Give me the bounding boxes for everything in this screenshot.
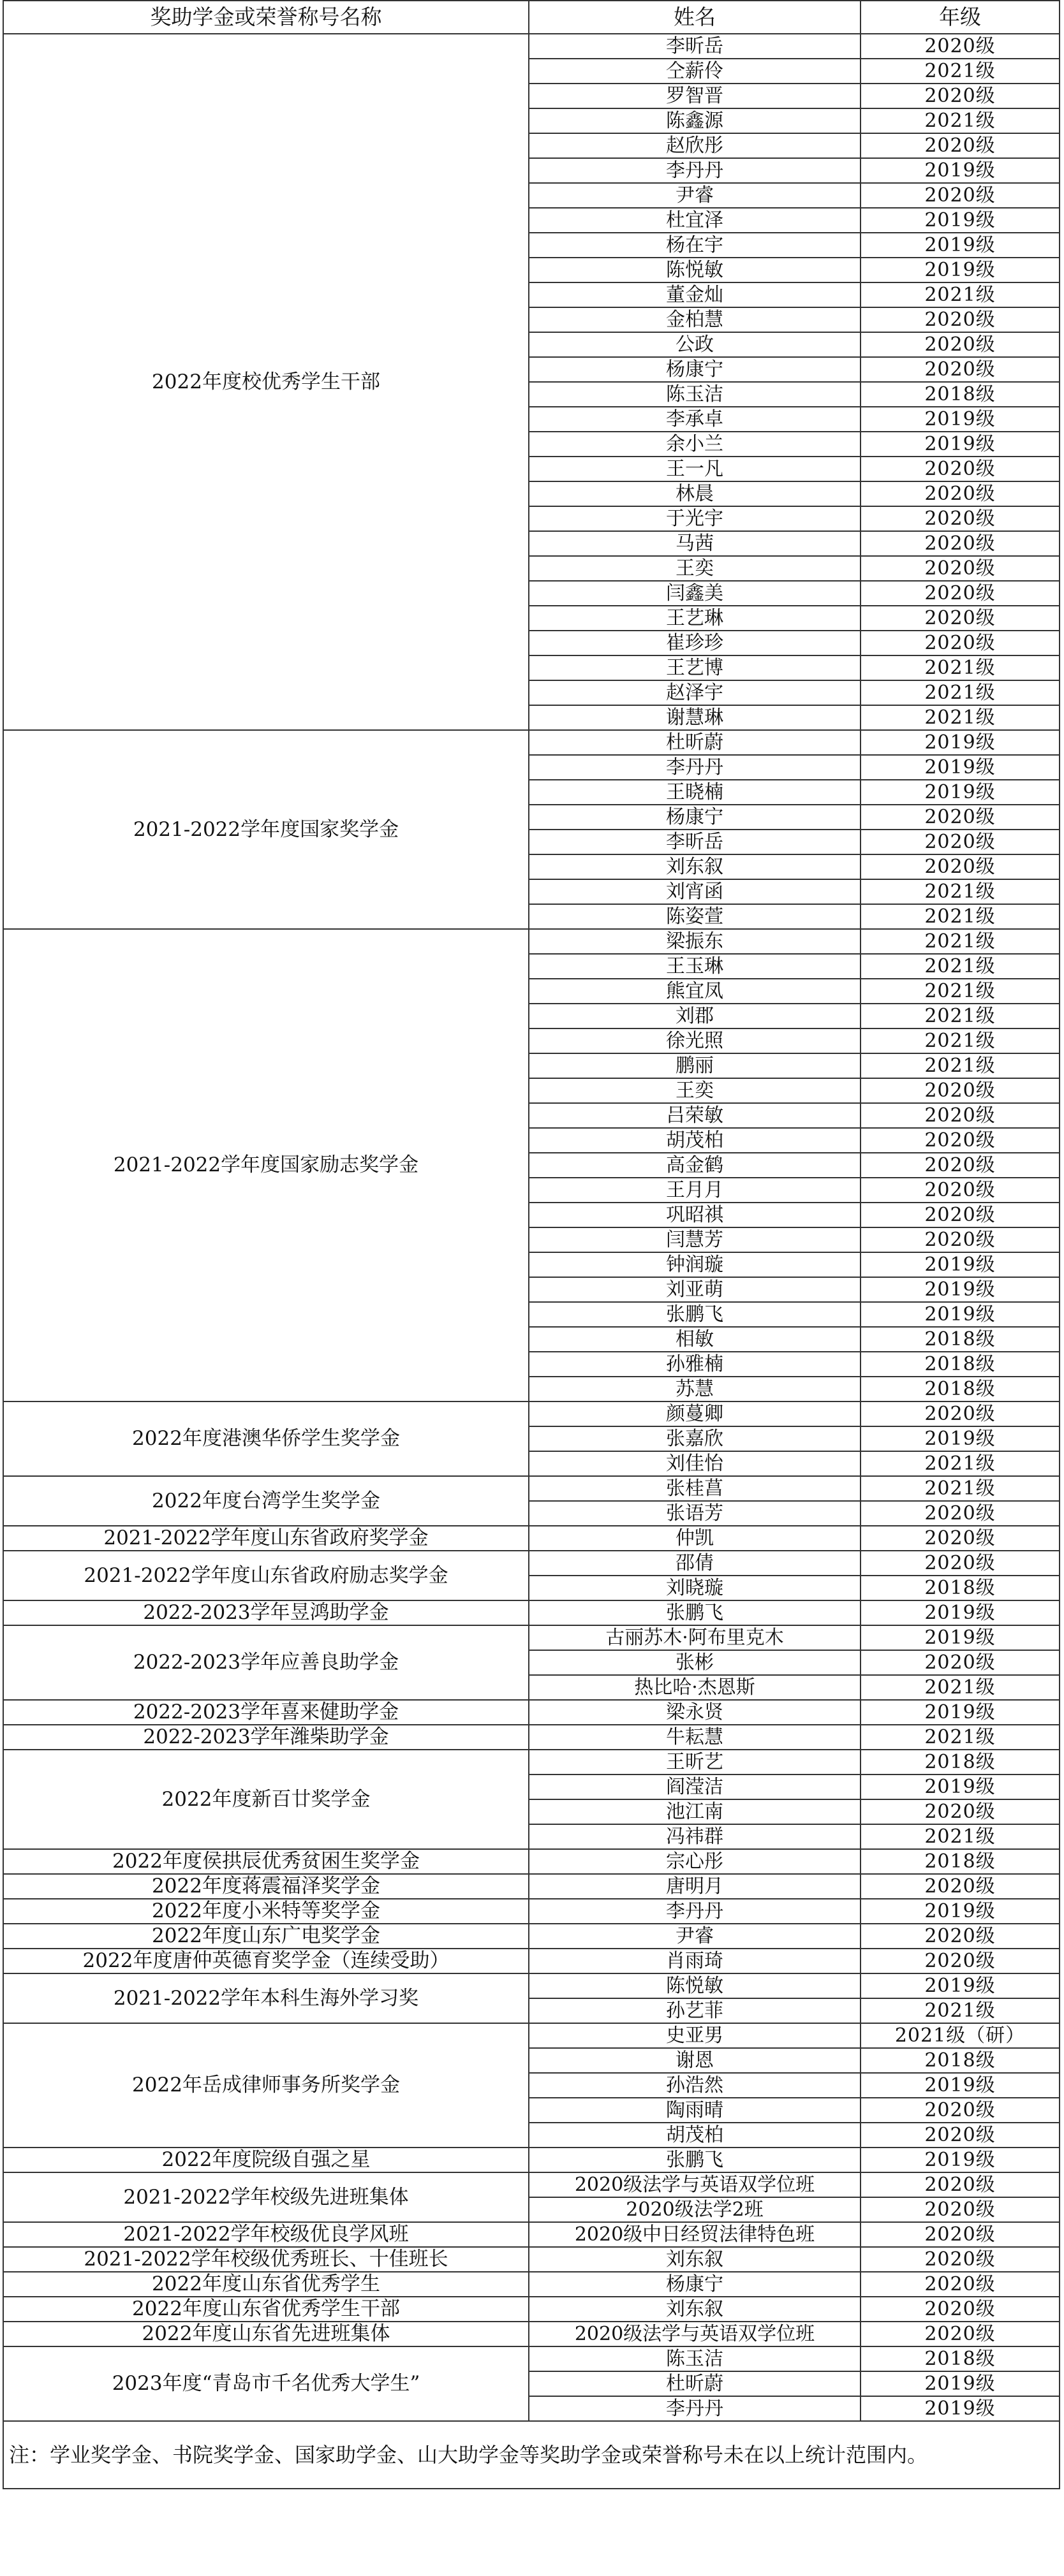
- award-name-cell: 2021-2022学年校级优良学风班: [3, 2222, 529, 2247]
- table-row: [3, 1849, 1060, 1874]
- award-name-cell: 2021-2022学年度山东省政府奖学金: [3, 1526, 529, 1551]
- award-name-cell: 2022-2023学年昱鸿助学金: [3, 1600, 529, 1625]
- grade-cell: 2020级: [861, 606, 1060, 631]
- recipient-name-cell: 李丹丹: [529, 1899, 861, 1924]
- recipient-name-cell: 李丹丹: [529, 755, 861, 780]
- recipient-name-cell: 马茜: [529, 531, 861, 556]
- award-name-cell: 2022-2023学年潍柴助学金: [3, 1725, 529, 1750]
- recipient-name-cell: 刘佳怡: [529, 1451, 861, 1476]
- table-row: [3, 1750, 1060, 1775]
- grade-cell: 2020级: [861, 1924, 1060, 1949]
- award-name-cell: 2022-2023学年喜来健助学金: [3, 1700, 529, 1725]
- award-name-cell: 2021-2022学年度国家励志奖学金: [3, 929, 529, 1401]
- grade-cell: 2020级: [861, 854, 1060, 879]
- footnote-text: 注：学业奖学金、书院奖学金、国家助学金、山大助学金等奖助学金或荣誉称号未在以上统计范围内。: [3, 2421, 1060, 2489]
- grade-cell: 2019级: [861, 407, 1060, 432]
- recipient-name-cell: 徐光照: [529, 1028, 861, 1053]
- recipient-name-cell: 陈鑫源: [529, 108, 861, 133]
- award-name-cell: 2022年岳成律师事务所奖学金: [3, 2023, 529, 2148]
- award-name-cell: 2022年度新百廿奖学金: [3, 1750, 529, 1849]
- table-row: [3, 1725, 1060, 1750]
- grade-cell: 2020级: [861, 1103, 1060, 1128]
- recipient-name-cell: 杜昕蔚: [529, 730, 861, 755]
- grade-cell: 2019级: [861, 1700, 1060, 1725]
- recipient-name-cell: 陶雨晴: [529, 2098, 861, 2123]
- recipient-name-cell: 张桂菖: [529, 1476, 861, 1501]
- grade-cell: 2019级: [861, 158, 1060, 183]
- recipient-name-cell: 李承卓: [529, 407, 861, 432]
- recipient-name-cell: 罗智晋: [529, 84, 861, 108]
- recipient-name-cell: 张语芳: [529, 1501, 861, 1526]
- grade-cell: 2021级: [861, 929, 1060, 954]
- recipient-name-cell: 胡茂柏: [529, 2123, 861, 2148]
- table-row: [3, 1949, 1060, 1973]
- grade-cell: 2019级: [861, 432, 1060, 457]
- grade-cell: 2019级: [861, 233, 1060, 258]
- recipient-name-cell: 2020级法学与英语双学位班: [529, 2172, 861, 2197]
- recipient-name-cell: 鹏丽: [529, 1053, 861, 1078]
- grade-cell: 2020级: [861, 2247, 1060, 2272]
- table-row: [3, 1973, 1060, 1998]
- grade-cell: 2021级: [861, 1998, 1060, 2023]
- table-row: [3, 2346, 1060, 2371]
- grade-cell: 2020级: [861, 1650, 1060, 1675]
- award-name-cell: 2023年度“青岛市千名优秀大学生”: [3, 2346, 529, 2421]
- recipient-name-cell: 巩昭祺: [529, 1203, 861, 1227]
- recipient-name-cell: 杜宜泽: [529, 208, 861, 233]
- award-table-body: [3, 1, 1060, 2489]
- recipient-name-cell: 张嘉欣: [529, 1426, 861, 1451]
- grade-cell: 2021级: [861, 954, 1060, 979]
- recipient-name-cell: 陈玉洁: [529, 382, 861, 407]
- grade-cell: 2020级: [861, 581, 1060, 606]
- recipient-name-cell: 李昕岳: [529, 34, 861, 59]
- recipient-name-cell: 林晨: [529, 481, 861, 506]
- recipient-name-cell: 尹睿: [529, 1924, 861, 1949]
- header-grade: 年级: [861, 1, 1060, 34]
- grade-cell: 2020级: [861, 2123, 1060, 2148]
- recipient-name-cell: 杜昕蔚: [529, 2371, 861, 2396]
- award-name-cell: 2022年度山东广电奖学金: [3, 1924, 529, 1949]
- recipient-name-cell: 张鹏飞: [529, 1302, 861, 1327]
- recipient-name-cell: 刘亚萌: [529, 1277, 861, 1302]
- recipient-name-cell: 闫慧芳: [529, 1227, 861, 1252]
- grade-cell: 2020级: [861, 1949, 1060, 1973]
- recipient-name-cell: 相敏: [529, 1327, 861, 1352]
- recipient-name-cell: 张鹏飞: [529, 1600, 861, 1625]
- grade-cell: 2020级: [861, 2272, 1060, 2297]
- grade-cell: 2021级: [861, 108, 1060, 133]
- recipient-name-cell: 赵欣彤: [529, 133, 861, 158]
- recipient-name-cell: 李丹丹: [529, 158, 861, 183]
- recipient-name-cell: 颜蔓卿: [529, 1401, 861, 1426]
- grade-cell: 2019级: [861, 1973, 1060, 1998]
- recipient-name-cell: 张彬: [529, 1650, 861, 1675]
- table-row: [3, 1924, 1060, 1949]
- grade-cell: 2018级: [861, 1352, 1060, 1377]
- award-name-cell: 2022年度校优秀学生干部: [3, 34, 529, 730]
- grade-cell: 2020级: [861, 506, 1060, 531]
- recipient-name-cell: 崔珍珍: [529, 631, 861, 655]
- recipient-name-cell: 刘东叙: [529, 2247, 861, 2272]
- recipient-name-cell: 古丽苏木·阿布里克木: [529, 1625, 861, 1650]
- grade-cell: 2020级: [861, 1178, 1060, 1203]
- recipient-name-cell: 王一凡: [529, 457, 861, 481]
- grade-cell: 2021级（研）: [861, 2023, 1060, 2048]
- recipient-name-cell: 刘东叙: [529, 2297, 861, 2322]
- recipient-name-cell: 仲凯: [529, 1526, 861, 1551]
- table-row: [3, 1551, 1060, 1576]
- table-row: [3, 730, 1060, 755]
- grade-cell: 2020级: [861, 1203, 1060, 1227]
- recipient-name-cell: 王奕: [529, 1078, 861, 1103]
- award-name-cell: 2021-2022学年校级先进班集体: [3, 2172, 529, 2222]
- table-row: [3, 2148, 1060, 2172]
- recipient-name-cell: 肖雨琦: [529, 1949, 861, 1973]
- recipient-name-cell: 池江南: [529, 1799, 861, 1824]
- recipient-name-cell: 苏慧: [529, 1377, 861, 1401]
- grade-cell: 2020级: [861, 1526, 1060, 1551]
- award-name-cell: 2021-2022学年本科生海外学习奖: [3, 1973, 529, 2023]
- recipient-name-cell: 孙艺菲: [529, 1998, 861, 2023]
- grade-cell: 2019级: [861, 2396, 1060, 2421]
- grade-cell: 2018级: [861, 382, 1060, 407]
- grade-cell: 2021级: [861, 1053, 1060, 1078]
- recipient-name-cell: 李丹丹: [529, 2396, 861, 2421]
- grade-cell: 2018级: [861, 1750, 1060, 1775]
- grade-cell: 2020级: [861, 531, 1060, 556]
- grade-cell: 2019级: [861, 755, 1060, 780]
- grade-cell: 2020级: [861, 1799, 1060, 1824]
- table-row: [3, 1476, 1060, 1501]
- grade-cell: 2020级: [861, 457, 1060, 481]
- recipient-name-cell: 2020级法学2班: [529, 2197, 861, 2222]
- award-name-cell: 2022年度台湾学生奖学金: [3, 1476, 529, 1526]
- grade-cell: 2021级: [861, 1451, 1060, 1476]
- recipient-name-cell: 杨在宇: [529, 233, 861, 258]
- recipient-name-cell: 王昕艺: [529, 1750, 861, 1775]
- recipient-name-cell: 公政: [529, 332, 861, 357]
- grade-cell: 2020级: [861, 357, 1060, 382]
- recipient-name-cell: 董金灿: [529, 282, 861, 307]
- recipient-name-cell: 王奕: [529, 556, 861, 581]
- award-name-cell: 2022年度港澳华侨学生奖学金: [3, 1401, 529, 1476]
- grade-cell: 2019级: [861, 2148, 1060, 2172]
- award-name-cell: 2022-2023学年应善良助学金: [3, 1625, 529, 1700]
- grade-cell: 2020级: [861, 2297, 1060, 2322]
- grade-cell: 2020级: [861, 34, 1060, 59]
- recipient-name-cell: 熊宜凤: [529, 979, 861, 1004]
- grade-cell: 2019级: [861, 780, 1060, 805]
- recipient-name-cell: 冯祎群: [529, 1824, 861, 1849]
- grade-cell: 2019级: [861, 2073, 1060, 2098]
- table-row: [3, 2023, 1060, 2048]
- grade-cell: 2020级: [861, 631, 1060, 655]
- grade-cell: 2021级: [861, 979, 1060, 1004]
- table-row: [3, 1401, 1060, 1426]
- note-row: [3, 2421, 1060, 2489]
- recipient-name-cell: 赵泽宇: [529, 680, 861, 705]
- recipient-name-cell: 邵倩: [529, 1551, 861, 1576]
- recipient-name-cell: 杨康宁: [529, 805, 861, 830]
- table-row: [3, 929, 1060, 954]
- grade-cell: 2018级: [861, 1327, 1060, 1352]
- award-name-cell: 2022年度山东省优秀学生干部: [3, 2297, 529, 2322]
- grade-cell: 2020级: [861, 1551, 1060, 1576]
- grade-cell: 2021级: [861, 1675, 1060, 1700]
- grade-cell: 2019级: [861, 1426, 1060, 1451]
- recipient-name-cell: 杨康宁: [529, 2272, 861, 2297]
- grade-cell: 2020级: [861, 556, 1060, 581]
- recipient-name-cell: 热比哈·杰恩斯: [529, 1675, 861, 1700]
- recipient-name-cell: 余小兰: [529, 432, 861, 457]
- grade-cell: 2021级: [861, 1028, 1060, 1053]
- recipient-name-cell: 张鹏飞: [529, 2148, 861, 2172]
- grade-cell: 2021级: [861, 1725, 1060, 1750]
- recipient-name-cell: 孙浩然: [529, 2073, 861, 2098]
- recipient-name-cell: 梁永贤: [529, 1700, 861, 1725]
- recipient-name-cell: 陈姿萱: [529, 904, 861, 929]
- grade-cell: 2019级: [861, 1625, 1060, 1650]
- grade-cell: 2021级: [861, 59, 1060, 84]
- recipient-name-cell: 李昕岳: [529, 830, 861, 854]
- grade-cell: 2020级: [861, 2197, 1060, 2222]
- recipient-name-cell: 王晓楠: [529, 780, 861, 805]
- grade-cell: 2019级: [861, 1775, 1060, 1799]
- recipient-name-cell: 刘宵函: [529, 879, 861, 904]
- grade-cell: 2020级: [861, 830, 1060, 854]
- table-row: [3, 2322, 1060, 2346]
- recipient-name-cell: 刘东叙: [529, 854, 861, 879]
- recipient-name-cell: 梁振东: [529, 929, 861, 954]
- recipient-name-cell: 高金鹤: [529, 1153, 861, 1178]
- grade-cell: 2021级: [861, 1476, 1060, 1501]
- grade-cell: 2019级: [861, 1277, 1060, 1302]
- recipient-name-cell: 刘郡: [529, 1004, 861, 1028]
- award-table: [3, 0, 1060, 2489]
- table-row: [3, 2297, 1060, 2322]
- award-name-cell: 2022年度唐仲英德育奖学金（连续受助）: [3, 1949, 529, 1973]
- recipient-name-cell: 王艺琳: [529, 606, 861, 631]
- table-row: [3, 1700, 1060, 1725]
- grade-cell: 2018级: [861, 1377, 1060, 1401]
- recipient-name-cell: 阎滢洁: [529, 1775, 861, 1799]
- recipient-name-cell: 陈玉洁: [529, 2346, 861, 2371]
- grade-cell: 2018级: [861, 1576, 1060, 1600]
- award-name-cell: 2022年度小米特等奖学金: [3, 1899, 529, 1924]
- recipient-name-cell: 仝薪伶: [529, 59, 861, 84]
- table-row: [3, 1899, 1060, 1924]
- grade-cell: 2019级: [861, 2371, 1060, 2396]
- grade-cell: 2018级: [861, 1849, 1060, 1874]
- recipient-name-cell: 尹睿: [529, 183, 861, 208]
- recipient-name-cell: 宗心彤: [529, 1849, 861, 1874]
- recipient-name-cell: 刘晓璇: [529, 1576, 861, 1600]
- table-row: [3, 2272, 1060, 2297]
- grade-cell: 2019级: [861, 1252, 1060, 1277]
- recipient-name-cell: 孙雅楠: [529, 1352, 861, 1377]
- grade-cell: 2020级: [861, 307, 1060, 332]
- recipient-name-cell: 闫鑫美: [529, 581, 861, 606]
- grade-cell: 2020级: [861, 1227, 1060, 1252]
- header-name: 姓名: [529, 1, 861, 34]
- recipient-name-cell: 陈悦敏: [529, 1973, 861, 1998]
- grade-cell: 2021级: [861, 282, 1060, 307]
- grade-cell: 2020级: [861, 1874, 1060, 1899]
- grade-cell: 2021级: [861, 904, 1060, 929]
- recipient-name-cell: 吕荣敏: [529, 1103, 861, 1128]
- grade-cell: 2020级: [861, 84, 1060, 108]
- table-row: [3, 2172, 1060, 2197]
- award-name-cell: 2021-2022学年度山东省政府励志奖学金: [3, 1551, 529, 1600]
- recipient-name-cell: 王艺博: [529, 655, 861, 680]
- recipient-name-cell: 史亚男: [529, 2023, 861, 2048]
- recipient-name-cell: 谢恩: [529, 2048, 861, 2073]
- header-award: 奖助学金或荣誉称号名称: [3, 1, 529, 34]
- table-row: [3, 1874, 1060, 1899]
- grade-cell: 2021级: [861, 879, 1060, 904]
- grade-cell: 2020级: [861, 2172, 1060, 2197]
- recipient-name-cell: 王月月: [529, 1178, 861, 1203]
- grade-cell: 2019级: [861, 258, 1060, 282]
- recipient-name-cell: 2020级法学与英语双学位班: [529, 2322, 861, 2346]
- award-name-cell: 2022年度侯拱辰优秀贫困生奖学金: [3, 1849, 529, 1874]
- award-name-cell: 2021-2022学年度国家奖学金: [3, 730, 529, 929]
- table-row: [3, 2247, 1060, 2272]
- recipient-name-cell: 陈悦敏: [529, 258, 861, 282]
- grade-cell: 2018级: [861, 2346, 1060, 2371]
- grade-cell: 2020级: [861, 1128, 1060, 1153]
- grade-cell: 2021级: [861, 1004, 1060, 1028]
- grade-cell: 2020级: [861, 133, 1060, 158]
- grade-cell: 2020级: [861, 1078, 1060, 1103]
- grade-cell: 2020级: [861, 2322, 1060, 2346]
- award-name-cell: 2021-2022学年校级优秀班长、十佳班长: [3, 2247, 529, 2272]
- recipient-name-cell: 王玉琳: [529, 954, 861, 979]
- grade-cell: 2021级: [861, 655, 1060, 680]
- table-row: [3, 1625, 1060, 1650]
- table-row: [3, 1600, 1060, 1625]
- grade-cell: 2020级: [861, 332, 1060, 357]
- grade-cell: 2021级: [861, 1824, 1060, 1849]
- grade-cell: 2020级: [861, 1501, 1060, 1526]
- award-name-cell: 2022年度山东省先进班集体: [3, 2322, 529, 2346]
- recipient-name-cell: 谢慧琳: [529, 705, 861, 730]
- grade-cell: 2020级: [861, 1153, 1060, 1178]
- table-header-row: [3, 1, 1060, 34]
- table-row: [3, 34, 1060, 59]
- grade-cell: 2018级: [861, 2048, 1060, 2073]
- recipient-name-cell: 钟润璇: [529, 1252, 861, 1277]
- award-name-cell: 2022年度山东省优秀学生: [3, 2272, 529, 2297]
- recipient-name-cell: 2020级中日经贸法律特色班: [529, 2222, 861, 2247]
- grade-cell: 2020级: [861, 481, 1060, 506]
- recipient-name-cell: 牛耘慧: [529, 1725, 861, 1750]
- recipient-name-cell: 于光宇: [529, 506, 861, 531]
- grade-cell: 2020级: [861, 805, 1060, 830]
- recipient-name-cell: 胡茂柏: [529, 1128, 861, 1153]
- grade-cell: 2021级: [861, 705, 1060, 730]
- grade-cell: 2020级: [861, 2222, 1060, 2247]
- grade-cell: 2021级: [861, 680, 1060, 705]
- grade-cell: 2020级: [861, 1401, 1060, 1426]
- table-row: [3, 2222, 1060, 2247]
- grade-cell: 2019级: [861, 730, 1060, 755]
- grade-cell: 2020级: [861, 183, 1060, 208]
- award-name-cell: 2022年度院级自强之星: [3, 2148, 529, 2172]
- recipient-name-cell: 唐明月: [529, 1874, 861, 1899]
- award-name-cell: 2022年度蒋震福泽奖学金: [3, 1874, 529, 1899]
- table-row: [3, 1526, 1060, 1551]
- recipient-name-cell: 金柏慧: [529, 307, 861, 332]
- grade-cell: 2019级: [861, 208, 1060, 233]
- grade-cell: 2020级: [861, 2098, 1060, 2123]
- grade-cell: 2019级: [861, 1899, 1060, 1924]
- grade-cell: 2019级: [861, 1302, 1060, 1327]
- grade-cell: 2019级: [861, 1600, 1060, 1625]
- recipient-name-cell: 杨康宁: [529, 357, 861, 382]
